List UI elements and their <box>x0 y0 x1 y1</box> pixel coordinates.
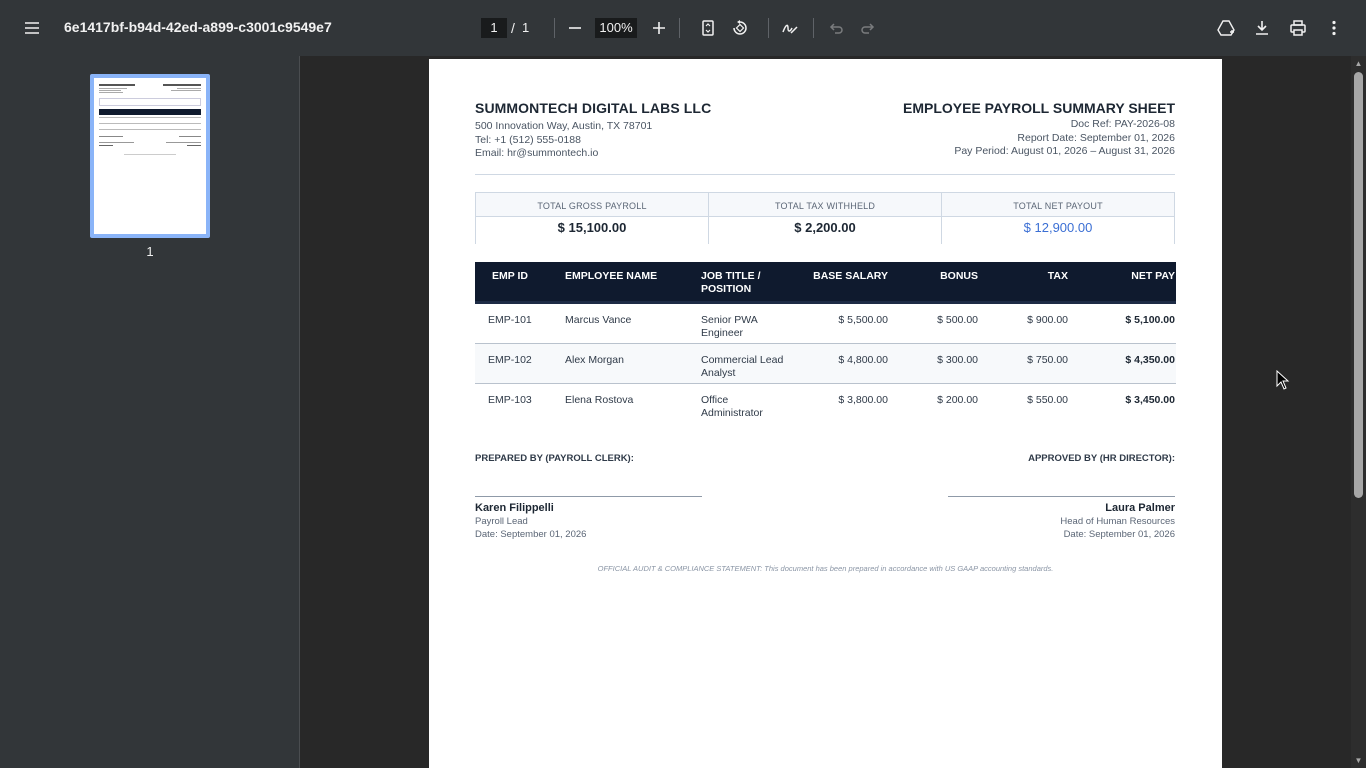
report-header <box>903 100 1175 159</box>
cell-base-salary: $ 5,500.00 <box>838 314 888 326</box>
summary-gross <box>476 193 709 243</box>
zoom-input[interactable]: 100% <box>595 18 637 38</box>
cell-job-title <box>701 314 758 339</box>
vertical-scrollbar[interactable] <box>1351 56 1366 768</box>
download-button[interactable] <box>1246 12 1278 44</box>
summary-value: $ 2,200.00 <box>709 217 941 244</box>
header-job-title-line2: POSITION <box>701 283 752 295</box>
cell-job-title <box>701 354 783 379</box>
cell-emp-id: EMP-101 <box>488 314 532 326</box>
scroll-down-icon[interactable]: ▼ <box>1354 756 1363 765</box>
company-email: Email: hr@summontech.io <box>475 147 599 159</box>
summary-label: TOTAL TAX WITHHELD <box>709 193 941 217</box>
cell-job-title <box>701 394 763 419</box>
toolbar-divider <box>813 18 814 38</box>
print-button[interactable] <box>1282 12 1314 44</box>
approved-by-role: Head of Human Resources <box>1060 516 1175 527</box>
pay-period: Pay Period: August 01, 2026 – August 31, 2026 <box>954 145 1175 157</box>
pdf-page <box>429 59 1222 768</box>
cell-base-salary: $ 3,800.00 <box>838 394 888 406</box>
header-job-title-line1: JOB TITLE / <box>701 270 761 282</box>
summary-value: $ 15,100.00 <box>476 217 708 244</box>
cell-name: Marcus Vance <box>565 314 632 326</box>
header-bonus: BONUS <box>940 270 978 282</box>
prepared-by-date: Date: September 01, 2026 <box>475 529 587 540</box>
cell-emp-id: EMP-102 <box>488 354 532 366</box>
cell-net-pay: $ 4,350.00 <box>1125 354 1175 366</box>
zoom-in-button[interactable] <box>643 12 675 44</box>
redo-button[interactable] <box>852 12 884 44</box>
company-phone: Tel: +1 (512) 555-0188 <box>475 133 581 146</box>
summary-net <box>942 193 1174 243</box>
cell-job-line2: Administrator <box>701 406 763 419</box>
pdf-toolbar <box>0 0 1366 56</box>
page-thumbnail[interactable] <box>90 74 210 238</box>
table-row <box>475 304 1176 344</box>
cell-bonus: $ 300.00 <box>937 354 978 366</box>
prepared-by-label: PREPARED BY (PAYROLL CLERK): <box>475 453 634 464</box>
undo-button[interactable] <box>820 12 852 44</box>
report-title: EMPLOYEE PAYROLL SUMMARY SHEET <box>902 100 1175 116</box>
cell-name: Elena Rostova <box>565 394 634 406</box>
company-info <box>475 100 711 161</box>
summary-value: $ 12,900.00 <box>942 217 1174 244</box>
cell-bonus: $ 500.00 <box>937 314 978 326</box>
cell-tax: $ 900.00 <box>1027 314 1068 326</box>
header-emp-id: EMP ID <box>492 270 528 282</box>
thumbnail-sidebar <box>0 56 300 768</box>
fit-page-icon <box>698 18 718 38</box>
cell-job-line2: Engineer <box>701 326 744 339</box>
company-name: SUMMONTECH DIGITAL LABS LLC <box>475 100 712 116</box>
prepared-signature-line <box>475 496 702 497</box>
payroll-table <box>475 262 1176 424</box>
save-to-drive-icon <box>1216 18 1236 38</box>
approved-by-name: Laura Palmer <box>1105 502 1175 514</box>
fit-page-button[interactable] <box>692 12 724 44</box>
more-options-button[interactable] <box>1318 12 1350 44</box>
more-icon <box>1324 18 1344 38</box>
scrollbar-thumb[interactable] <box>1354 72 1363 498</box>
save-to-drive-button[interactable] <box>1210 12 1242 44</box>
undo-icon <box>826 18 846 38</box>
page-total: 1 <box>522 20 530 35</box>
cell-job-line1: Office <box>701 394 729 406</box>
cell-net-pay: $ 5,100.00 <box>1125 314 1175 326</box>
mouse-cursor-icon <box>1276 370 1290 390</box>
header-employee-name: EMPLOYEE NAME <box>565 270 658 282</box>
summary-label: TOTAL NET PAYOUT <box>942 193 1174 217</box>
scroll-up-icon[interactable]: ▲ <box>1354 59 1363 68</box>
cell-job-line1: Commercial Lead <box>701 354 784 366</box>
plus-icon <box>649 18 669 38</box>
redo-icon <box>858 18 878 38</box>
prepared-by-name: Karen Filippelli <box>475 502 554 514</box>
cell-bonus: $ 200.00 <box>937 394 978 406</box>
summary-label: TOTAL GROSS PAYROLL <box>476 193 708 217</box>
cell-job-line1: Senior PWA <box>701 314 758 326</box>
document-title: 6e1417bf-b94d-42ed-a899-c3001c9549e7 <box>64 19 332 35</box>
header-tax: TAX <box>1047 270 1068 282</box>
cell-emp-id: EMP-103 <box>488 394 532 406</box>
download-icon <box>1252 18 1272 38</box>
document-viewer[interactable] <box>301 56 1351 768</box>
header-net-pay: NET PAY <box>1131 270 1175 282</box>
thumbnail-page-number: 1 <box>146 244 154 259</box>
company-address: 500 Innovation Way, Austin, TX 78701 <box>475 120 653 132</box>
approved-by-label: APPROVED BY (HR DIRECTOR): <box>1028 453 1175 464</box>
approved-signature-line <box>948 496 1175 497</box>
annotate-button[interactable] <box>774 12 806 44</box>
cell-net-pay: $ 3,450.00 <box>1125 394 1175 406</box>
header-base-salary: BASE SALARY <box>813 270 888 282</box>
table-row <box>475 344 1176 384</box>
doc-ref: Doc Ref: PAY-2026-08 <box>1070 118 1175 130</box>
rotate-icon <box>730 18 750 38</box>
payroll-summary <box>475 192 1175 244</box>
summary-tax <box>709 193 942 243</box>
toolbar-divider <box>679 18 680 38</box>
rotate-button[interactable] <box>724 12 756 44</box>
header-divider <box>475 174 1175 175</box>
cell-tax: $ 550.00 <box>1027 394 1068 406</box>
print-icon <box>1288 18 1308 38</box>
toolbar-divider <box>768 18 769 38</box>
cell-job-line2: Analyst <box>701 366 736 379</box>
header-job-title <box>701 270 761 296</box>
toolbar-divider <box>554 18 555 38</box>
cell-base-salary: $ 4,800.00 <box>838 354 888 366</box>
zoom-out-button[interactable] <box>559 12 591 44</box>
compliance-statement: OFFICIAL AUDIT & COMPLIANCE STATEMENT: This document has been prepared in accordance with US GAAP accounting standards. <box>597 564 1054 573</box>
page-separator: / <box>511 20 515 36</box>
cell-tax: $ 750.00 <box>1027 354 1068 366</box>
report-date: Report Date: September 01, 2026 <box>1017 131 1175 144</box>
cell-name: Alex Morgan <box>565 354 624 366</box>
prepared-by-role: Payroll Lead <box>475 516 528 527</box>
page-number-input[interactable]: 1 <box>481 18 507 38</box>
annotate-icon <box>780 18 800 38</box>
table-header <box>475 262 1176 304</box>
minus-icon <box>565 18 585 38</box>
table-row <box>475 384 1176 424</box>
thumbnail-preview <box>94 78 206 234</box>
menu-icon[interactable] <box>16 12 48 44</box>
approved-by-date: Date: September 01, 2026 <box>1063 529 1175 540</box>
